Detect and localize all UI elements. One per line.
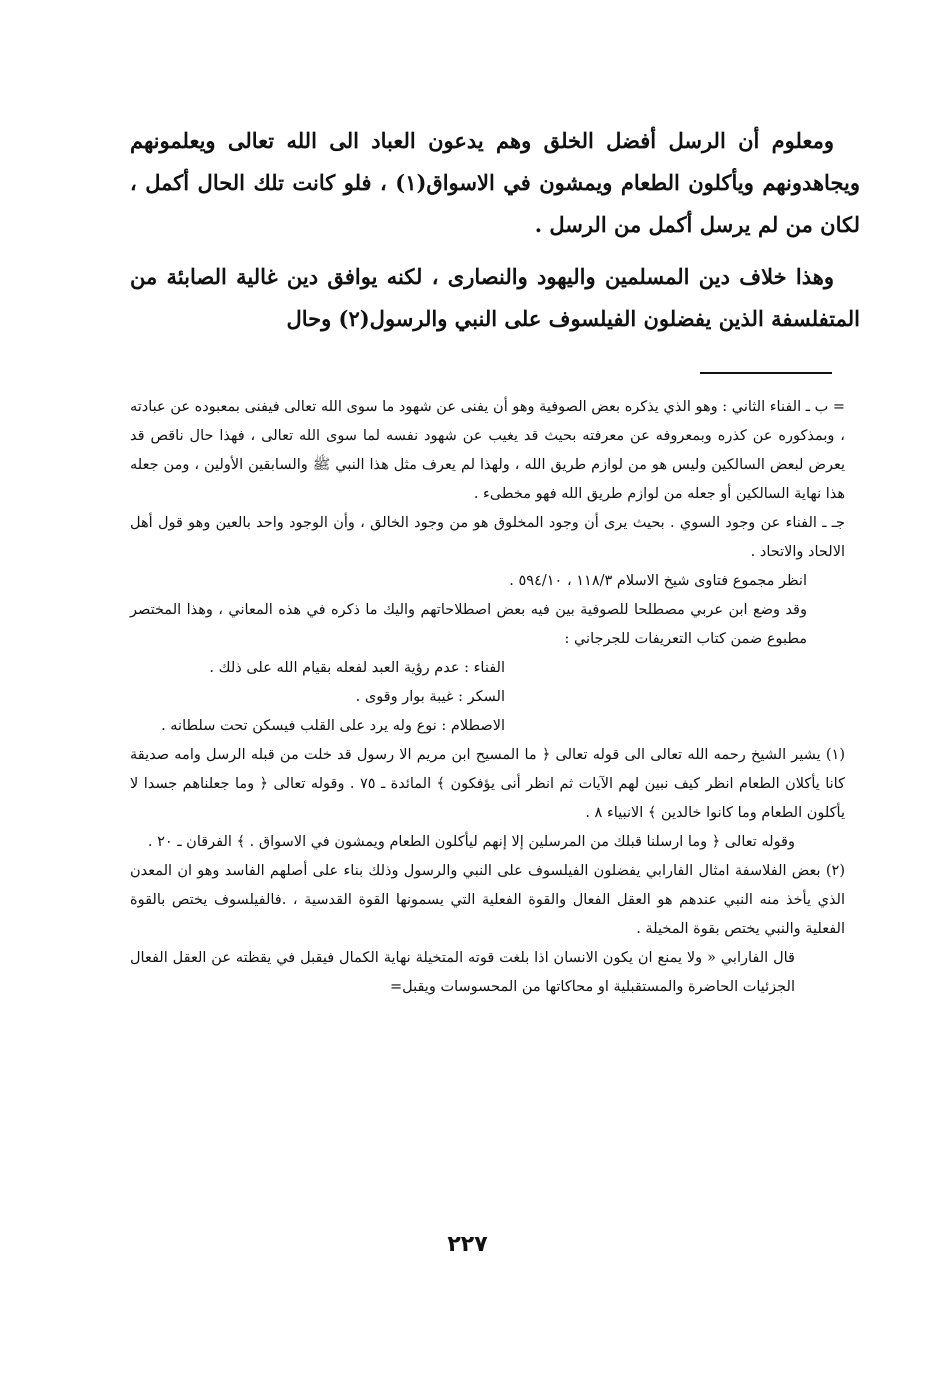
footnote-2-number: (٢) [825, 863, 846, 879]
main-paragraph: ومعلوم أن الرسل أفضل الخلق وهم يدعون العباد الى الله تعالى ويعلمونهم ويجاهدونهم ويأكلون الطعام ويمشون في الاسواق(١) ، فلو كانت تلك الحال أكمل ، لكان من لم يرسل أكمل من الرسل . [130, 128, 860, 237]
main-text [130, 120, 860, 350]
footnote-1-text: يشير الشيخ رحمه الله تعالى الى قوله تعالى ﴿ ما المسيح ابن مريم الا رسول قد خلت من قبله الرسل وامه صديقة كانا يأكلان الطعام انظر كيف نبين لهم الآيات ثم انظر أنى يؤفكون ﴾ المائدة ـ ٧٥ . وقوله تعالى ﴿ وما جعلناهم جسدا لا يأكلون الطعام وما كانوا خالدين ﴾ الانبياء ٨ . [130, 747, 845, 821]
main-paragraph: وهذا خلاف دين المسلمين واليهود والنصارى ، لكنه يوافق دين غالية الصابئة من المتفلسفة الذين يفضلون الفيلسوف على النبي والرسول(٢) وحال [130, 264, 860, 331]
footnote-reference: انظر مجموع فتاوى شيخ الاسلام ١١٨/٣ ، ٥٩٤/١٠ . [509, 573, 807, 589]
footnote-2 [130, 857, 845, 944]
footnote-2-continued: قال الفارابي « ولا يمنع ان يكون الانسان اذا بلغت قوته المتخيلة نهاية الكمال فيقبل في يقظته عن العقل الفعال الجزئيات الحاضرة والمستقبلية او محاكاتها من المحسوسات ويقبل= [130, 950, 795, 995]
definition-item: السكر : غيبة بوار وقوى . [355, 689, 505, 705]
footnote-intro: وقد وضع ابن عربي مصطلحا للصوفية بين فيه بعض اصطلاحاتهم واليك ما ذكره في هذه المعاني ، وهذا المختصر مطبوع ضمن كتاب التعريفات للجرجاني : [130, 602, 807, 647]
footnotes [130, 393, 845, 1002]
footnote-1-continued: وقوله تعالى ﴿ وما ارسلنا قبلك من المرسلين إلا إنهم ليأكلون الطعام ويمشون في الاسواق . ﴾ الفرقان ـ ٢٠ . [147, 834, 795, 850]
footnote-1-number: (١) [825, 747, 846, 763]
definition-item: الفناء : عدم رؤية العبد لفعله بقيام الله على ذلك . [209, 660, 505, 676]
definition-list [130, 654, 845, 741]
footnote-separator [700, 372, 832, 374]
definition-item: الاصطلام : نوع وله يرد على القلب فيسكن تحت سلطانه . [161, 718, 505, 734]
footnote-paragraph-b: = ب ـ الفناء الثاني : وهو الذي يذكره بعض الصوفية وهو أن يفنى عن شهود ما سوى الله تعالى فيفنى بمعبوده عن عبادته ، وبمذكوره عن كذره وبمعروفه عن معرفته بحيث قد يغيب عن شهود نفسه لما سوى الله تعالى ، فهذا حال ناقص قد يعرض لبعض السالكين وليس هو من لوازم طريق الله ، ولهذا لم يعرف مثل هذا النبي ﷺ والسابقين الأولين ، ومن جعله هذا نهاية السالكين أو جعله من لوازم طريق الله فهو مخطىء . [130, 399, 845, 502]
footnote-paragraph-j: جـ ـ الفناء عن وجود السوي . بحيث يرى أن وجود المخلوق هو من وجود الخالق ، وأن الوجود واحد بالعين وهو قول أهل الالحاد والاتحاد . [130, 515, 845, 560]
page-number: ٢٢٧ [447, 1232, 488, 1257]
footnote-1 [130, 741, 845, 828]
footnote-2-text: بعض الفلاسفة امثال الفارابي يفضلون الفيلسوف على النبي والرسول وذلك بناء على أصلهم الفاسد وهو ان المعدن الذي يأخذ منه النبي عندهم هو العقل الفعال والقوة الفعلية التي يسمونها القوة القدسية ، .فالفيلسوف يختص بالقوة الفعلية والنبي يختص بقوة المخيلة . [130, 863, 845, 937]
